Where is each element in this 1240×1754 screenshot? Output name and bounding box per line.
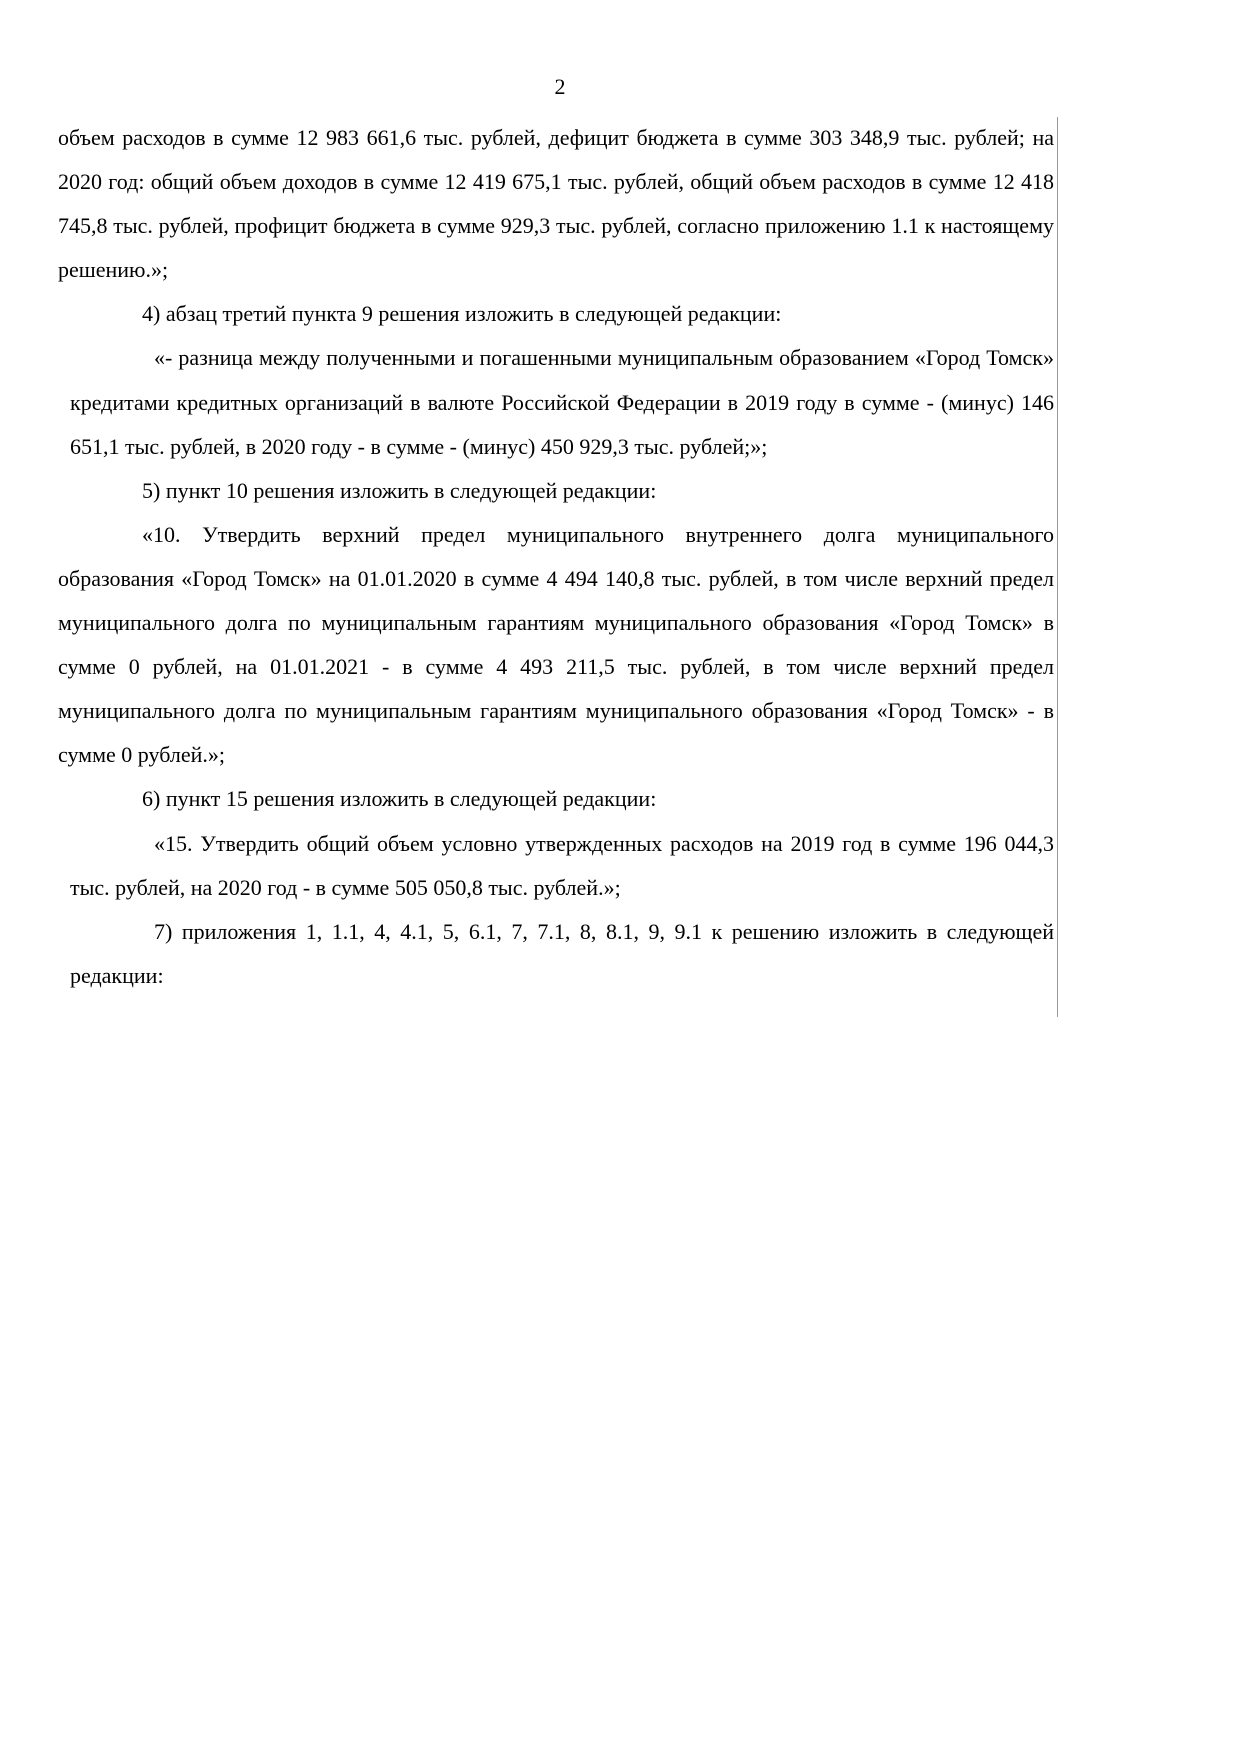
- paragraph-item-5-quote: «10. Утвердить верхний предел муниципального внутреннего долга муниципального образования «Город Томск» на 01.01.2020 в сумме 4 494 140,8 тыс. рублей, в том числе верхний предел муниципального долга по муниципальным гарантиям муниципального образования «Город Томск» в сумме 0 рублей, на 01.01.2021 - в сумме 4 493 211,5 тыс. рублей, в том числе верхний предел муниципального долга по муниципальным гарантиям муниципального образования «Город Томск» - в сумме 0 рублей.»;: [58, 521, 1054, 768]
- margin-line: [1057, 117, 1058, 1017]
- document-body: [58, 116, 1054, 998]
- page-number: 2: [554, 74, 566, 99]
- paragraph-item-6: 6) пункт 15 решения изложить в следующей редакции:: [142, 786, 657, 812]
- paragraph-item-7: 7) приложения 1, 1.1, 4, 4.1, 5, 6.1, 7, 7.1, 8, 8.1, 9, 9.1 к решению изложить в следующей редакции:: [70, 918, 1054, 988]
- paragraph-budget-continuation: объем расходов в сумме 12 983 661,6 тыс. рублей, дефицит бюджета в сумме 303 348,9 тыс. рублей; на 2020 год: общий объем доходов в сумме 12 419 675,1 тыс. рублей, общий объем расходов в сумме 12 418 745,8 тыс. рублей, профицит бюджета в сумме 929,3 тыс. рублей, согласно приложению 1.1 к настоящему решению.»;: [58, 125, 1054, 283]
- paragraph-item-4-quote: «- разница между полученными и погашенными муниципальным образованием «Город Томск» кредитами кредитных организаций в валюте Российской Федерации в 2019 году в сумме - (минус) 146 651,1 тыс. рублей, в 2020 году - в сумме - (минус) 450 929,3 тыс. рублей;»;: [70, 345, 1054, 459]
- paragraph-item-4: 4) абзац третий пункта 9 решения изложить в следующей редакции:: [142, 301, 782, 327]
- paragraph-item-6-quote: «15. Утвердить общий объем условно утвержденных расходов на 2019 год в сумме 196 044,3 тыс. рублей, на 2020 год - в сумме 505 050,8 тыс. рублей.»;: [70, 830, 1054, 900]
- paragraph-item-5: 5) пункт 10 решения изложить в следующей редакции:: [142, 477, 657, 503]
